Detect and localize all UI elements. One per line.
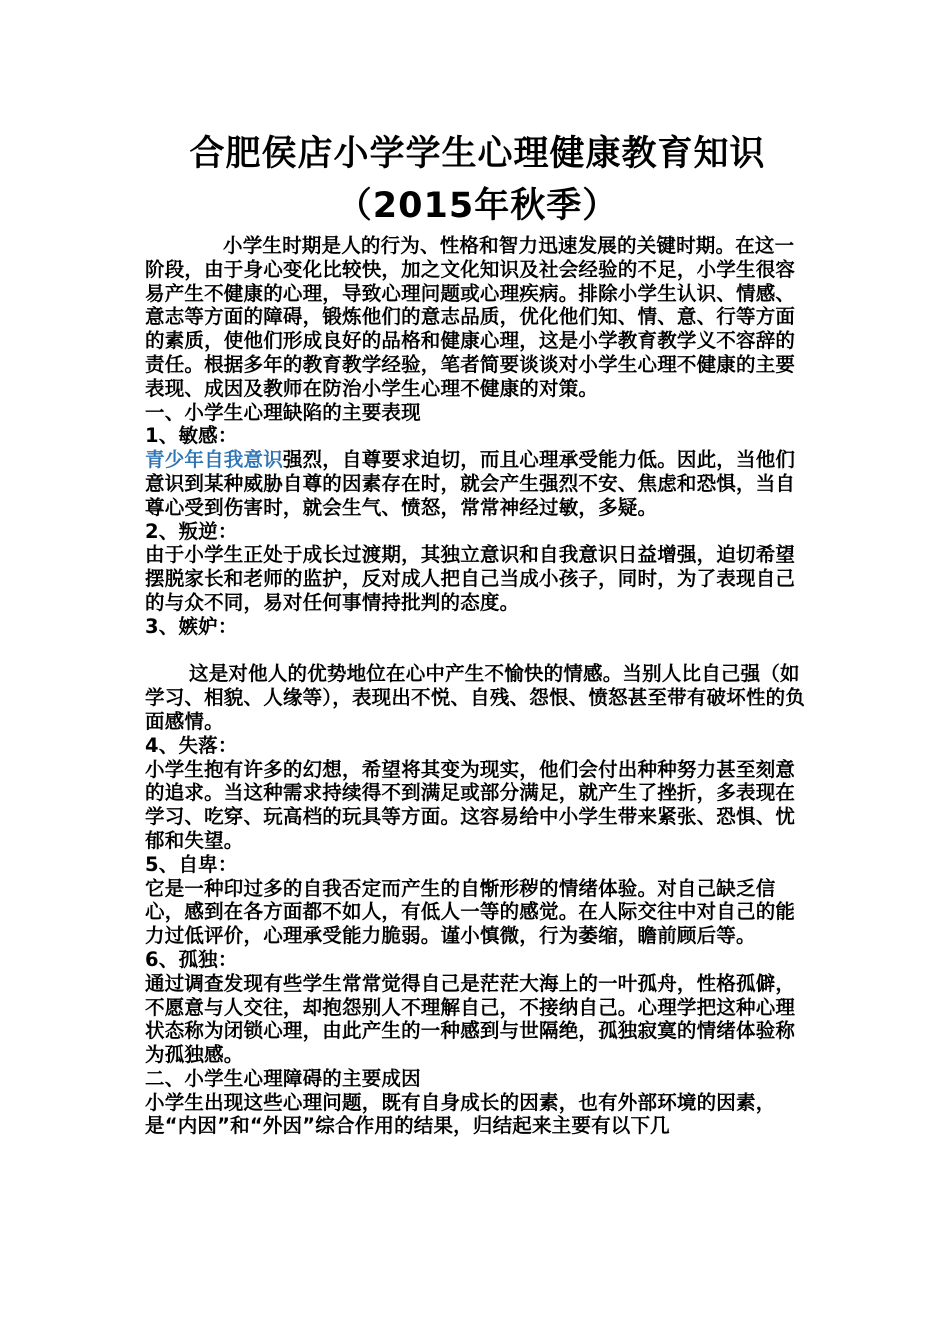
blank-line xyxy=(145,639,810,663)
item-paragraph-6: 通过调查发现有些学生常常觉得自己是茫茫大海上的一叶孤舟，性格孤僻，不愿意与人交往，却抱怨别人不理解自己，不接纳自己。心理学把这种心理状态称为闭锁心理，由此产生的一种感到与世隔绝，孤独寂寞的情绪体验称为孤独感。 xyxy=(145,971,796,1067)
section-heading-1: 一、小学生心理缺陷的主要表现 xyxy=(145,400,421,424)
item-heading-2: 2、叛逆： xyxy=(145,519,238,543)
keyword-link[interactable]: 青少年自我意识 xyxy=(145,448,283,472)
section-heading-2: 二、小学生心理障碍的主要成因 xyxy=(145,1066,421,1090)
document-page xyxy=(145,128,810,1138)
item-heading-1: 1、敏感： xyxy=(145,424,238,448)
intro-paragraph: 小学生时期是人的行为、性格和智力迅速发展的关键时期。在这一阶段，由于身心变化比较快，加之文化知识及社会经验的不足，小学生很容易产生不健康的心理，导致心理问题或心理疾病。排除小学生认识、情感、意志等方面的障碍，锻炼他们的意志品质，优化他们知、情、意、行等方面的素质，使他们形成良好的品格和健康心理，这是小学教育教学义不容辞的责任。根据多年的教育教学经验，笔者简要谈谈对小学生心理不健康的主要表现、成因及教师在防治小学生心理不健康的对策。 xyxy=(145,234,796,400)
document-subtitle: （2015年秋季） xyxy=(336,186,619,226)
item-paragraph-1 xyxy=(145,448,810,519)
item-heading-6: 6、孤独： xyxy=(145,947,238,971)
item-paragraph-4: 小学生抱有许多的幻想，希望将其变为现实，他们会付出种种努力甚至刻意的追求。当这种需求持续得不到满足或部分满足，就产生了挫折，多表现在学习、吃穿、玩高档的玩具等方面。这容易给中小学生带来紧张、恐惧、忧郁和失望。 xyxy=(145,757,796,852)
item-paragraph-3: 这是对他人的优势地位在心中产生不愉快的情感。当别人比自己强（如学习、相貌、人缘等），表现出不悦、自残、怨恨、愤怒甚至带有破坏性的负面感情。 xyxy=(145,662,806,733)
item-paragraph-5: 它是一种印过多的自我否定而产生的自惭形秽的情绪体验。对自己缺乏信心，感到在各方面都不如人，有低人一等的感觉。在人际交往中对自己的能力过低评价，心理承受能力脆弱。谨小慎微，行为萎缩，瞻前顾后等。 xyxy=(145,876,796,948)
item-heading-4: 4、失落： xyxy=(145,733,238,757)
item-heading-5: 5、自卑： xyxy=(145,852,238,876)
section-paragraph-2: 小学生出现这些心理问题，既有自身成长的因素，也有外部环境的因素，是“内因”和“外因”综合作用的结果，归结起来主要有以下几 xyxy=(145,1090,776,1138)
item-text-1: 强烈，自尊要求迫切，而且心理承受能力低。因此，当他们意识到某种威胁自尊的因素存在时，就会产生强烈不安、焦虑和恐惧，当自尊心受到伤害时，就会生气、愤怒，常常神经过敏，多疑。 xyxy=(145,448,796,519)
item-paragraph-2: 由于小学生正处于成长过渡期，其独立意识和自我意识日益增强，迫切希望摆脱家长和老师的监护，反对成人把自己当成小孩子，同时，为了表现自己的与众不同，易对任何事情持批判的态度。 xyxy=(145,543,796,614)
item-heading-3: 3、嫉妒： xyxy=(145,614,238,638)
document-body xyxy=(145,234,810,1138)
document-title: 合肥侯店小学学生心理健康教育知识 xyxy=(189,134,766,174)
